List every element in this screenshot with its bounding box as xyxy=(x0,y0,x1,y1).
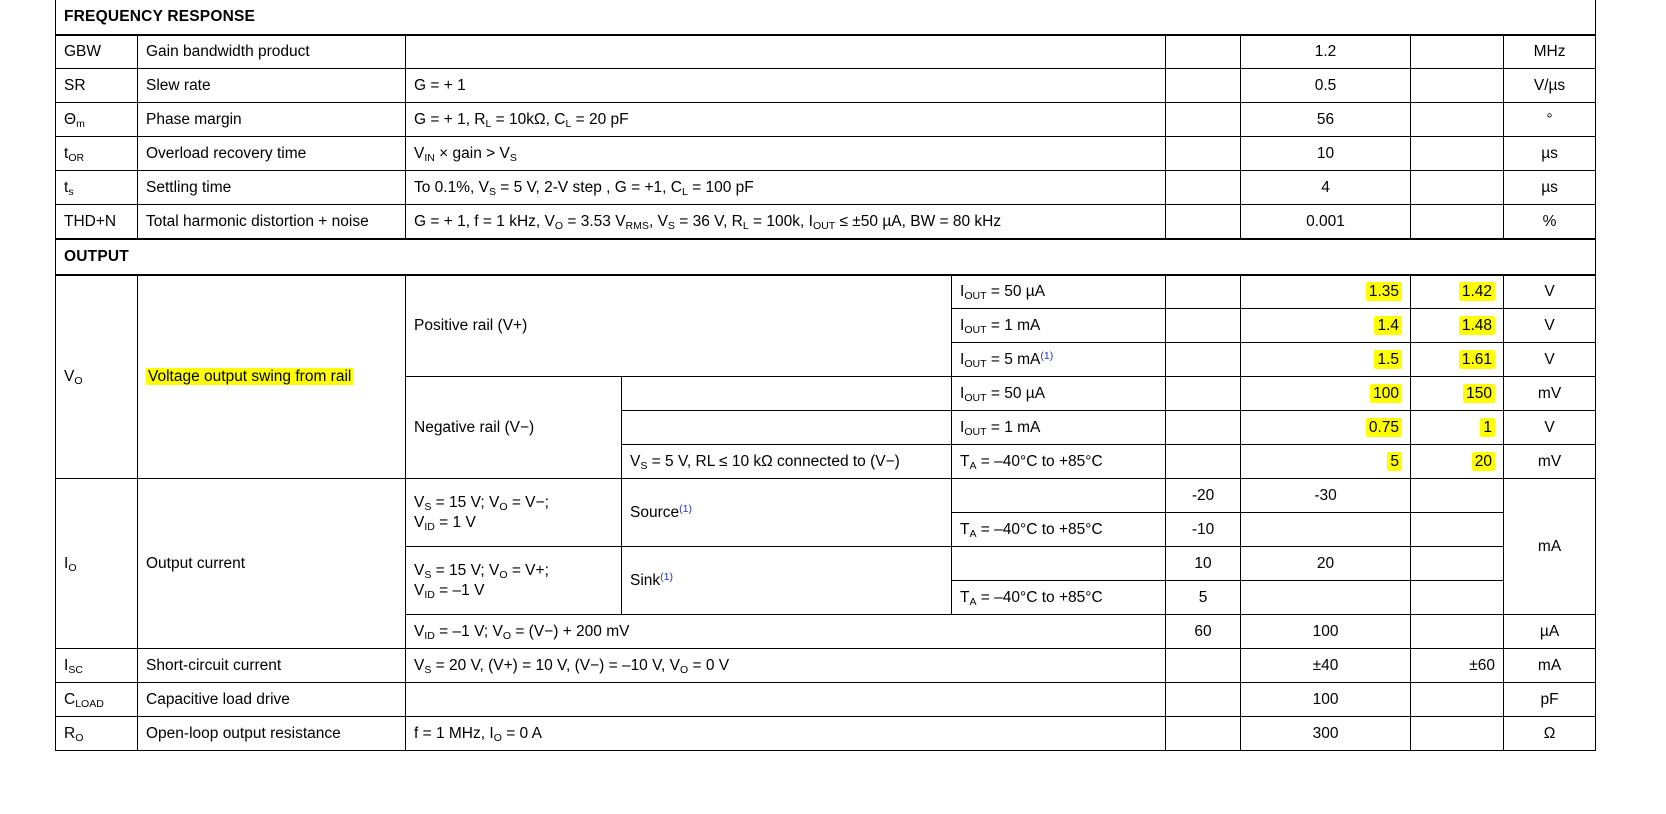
conditions-gbw xyxy=(406,35,1166,69)
min-vo-6 xyxy=(1166,445,1241,479)
min-io-extra: 60 xyxy=(1166,615,1241,649)
unit-vo-2: V xyxy=(1504,309,1596,343)
max-isc: ±60 xyxy=(1411,649,1504,683)
typ-isc: ±40 xyxy=(1241,649,1411,683)
symbol-isc: $I_{SC}$ xyxy=(56,649,138,683)
max-sr xyxy=(1411,69,1504,103)
conditions-thdn: G = + 1, f = 1 kHz, $V_O = 3.53$ $V_{RMS}$, $V_S = 36$ V, $R_L = 100k$, $I_{OUT} \le \pm 50$ µA, BW = 80 kHz xyxy=(406,205,1166,239)
max-io-sink-1 xyxy=(1411,547,1504,581)
min-cload xyxy=(1166,683,1241,717)
symbol-io: $I_O$ xyxy=(56,479,138,649)
table-row-vo-1 xyxy=(56,275,1596,309)
conditions-ro: f = 1 MHz, $I_O = 0$ A xyxy=(406,717,1166,751)
parameter-vo xyxy=(138,275,406,479)
table-row-settling-time xyxy=(56,171,1596,205)
condition-vo-6-right: $T_A = -40^\circ C$ to +85°C xyxy=(952,445,1166,479)
table-row-ro xyxy=(56,717,1596,751)
min-vo-2 xyxy=(1166,309,1241,343)
typ-sr: 0.5 xyxy=(1241,69,1411,103)
symbol-cload: $C_{LOAD}$ xyxy=(56,683,138,717)
condition-io-sink-supply: $V_S = 15$ V; $V_O = V+$; $V_{ID} = -1$ V xyxy=(406,547,622,615)
parameter-cload: Capacitive load drive xyxy=(138,683,406,717)
typ-gbw: 1.2 xyxy=(1241,35,1411,69)
table-row-io-source-1 xyxy=(56,479,1596,513)
table-row-thdn xyxy=(56,205,1596,239)
min-vo-3 xyxy=(1166,343,1241,377)
max-ro xyxy=(1411,717,1504,751)
conditions-cload xyxy=(406,683,1166,717)
conditions-settling-time: To 0.1%, $V_S = 5$ V, 2-V step , G = +1, $C_L = 100$ pF xyxy=(406,171,1166,205)
min-phase-margin xyxy=(1166,103,1241,137)
max-vo-6: 20 xyxy=(1411,445,1504,479)
condition-io-sink-mode: Sink$^{(1)}$ xyxy=(622,547,952,615)
unit-vo-4: mV xyxy=(1504,377,1596,411)
condition-io-source-supply: $V_S = 15$ V; $V_O = V-$; $V_{ID} = 1$ V xyxy=(406,479,622,547)
typ-vo-2: 1.4 xyxy=(1241,309,1411,343)
typ-ro: 300 xyxy=(1241,717,1411,751)
conditions-phase-margin: G = + 1, $R_L = 10k\Omega$, $C_L = 20$ pF xyxy=(406,103,1166,137)
section-header-frequency-response xyxy=(56,0,1596,35)
conditions-overload-recovery: $V_{IN}$ × gain > $V_S$ xyxy=(406,137,1166,171)
unit-vo-3: V xyxy=(1504,343,1596,377)
table-row-overload-recovery xyxy=(56,137,1596,171)
rail-positive-label: Positive rail (V+) xyxy=(406,275,952,377)
max-cload xyxy=(1411,683,1504,717)
symbol-settling-time: $t_s$ xyxy=(56,171,138,205)
unit-cload: pF xyxy=(1504,683,1596,717)
max-vo-3: 1.61 xyxy=(1411,343,1504,377)
unit-vo-1: V xyxy=(1504,275,1596,309)
table-row-cload xyxy=(56,683,1596,717)
parameter-sr: Slew rate xyxy=(138,69,406,103)
typ-cload: 100 xyxy=(1241,683,1411,717)
parameter-settling-time: Settling time xyxy=(138,171,406,205)
unit-ro: Ω xyxy=(1504,717,1596,751)
typ-io-source-2 xyxy=(1241,513,1411,547)
max-vo-2: 1.48 xyxy=(1411,309,1504,343)
max-thdn xyxy=(1411,205,1504,239)
electrical-characteristics-table xyxy=(55,0,1596,751)
typ-overload-recovery: 10 xyxy=(1241,137,1411,171)
typ-io-sink-1: 20 xyxy=(1241,547,1411,581)
typ-io-extra: 100 xyxy=(1241,615,1411,649)
condition-vo-4-blank xyxy=(622,377,952,411)
typ-vo-5: 0.75 xyxy=(1241,411,1411,445)
typ-vo-6: 5 xyxy=(1241,445,1411,479)
unit-overload-recovery: µs xyxy=(1504,137,1596,171)
condition-vo-3: $I_{OUT} = 5$ mA$^{(1)}$ xyxy=(952,343,1166,377)
section-header-output xyxy=(56,239,1596,275)
max-vo-4: 150 xyxy=(1411,377,1504,411)
max-io-sink-2 xyxy=(1411,581,1504,615)
parameter-thdn: Total harmonic distortion + noise xyxy=(138,205,406,239)
max-overload-recovery xyxy=(1411,137,1504,171)
unit-settling-time: µs xyxy=(1504,171,1596,205)
condition-vo-2: $I_{OUT} = 1$ mA xyxy=(952,309,1166,343)
unit-io-extra: µA xyxy=(1504,615,1596,649)
unit-vo-5: V xyxy=(1504,411,1596,445)
table-row-gbw xyxy=(56,35,1596,69)
min-io-sink-1: 10 xyxy=(1166,547,1241,581)
table-row-sr xyxy=(56,69,1596,103)
conditions-isc: $V_S = 20$ V, (V+) = 10 V, (V−) = –10 V, $V_O = 0$ V xyxy=(406,649,1166,683)
min-vo-4 xyxy=(1166,377,1241,411)
condition-vo-5-blank xyxy=(622,411,952,445)
max-vo-1: 1.42 xyxy=(1411,275,1504,309)
unit-sr: V/µs xyxy=(1504,69,1596,103)
min-io-source-2: -10 xyxy=(1166,513,1241,547)
symbol-overload-recovery: $t_{OR}$ xyxy=(56,137,138,171)
symbol-sr: SR xyxy=(56,69,138,103)
typ-thdn: 0.001 xyxy=(1241,205,1411,239)
min-isc xyxy=(1166,649,1241,683)
condition-io-source-mode: Source$^{(1)}$ xyxy=(622,479,952,547)
unit-vo-6: mV xyxy=(1504,445,1596,479)
max-io-source-1 xyxy=(1411,479,1504,513)
unit-thdn: % xyxy=(1504,205,1596,239)
footnote-marker: (1) xyxy=(1040,350,1054,363)
min-settling-time xyxy=(1166,171,1241,205)
parameter-vo-highlighted-text: Voltage output swing from rail xyxy=(148,368,352,386)
min-thdn xyxy=(1166,205,1241,239)
typ-settling-time: 4 xyxy=(1241,171,1411,205)
typ-vo-1: 1.35 xyxy=(1241,275,1411,309)
max-vo-5: 1 xyxy=(1411,411,1504,445)
min-sr xyxy=(1166,69,1241,103)
symbol-theta: Θ xyxy=(64,110,77,128)
unit-gbw: MHz xyxy=(1504,35,1596,69)
symbol-thdn: THD+N xyxy=(56,205,138,239)
typ-vo-3: 1.5 xyxy=(1241,343,1411,377)
typ-vo-4: 100 xyxy=(1241,377,1411,411)
rail-negative-label: Negative rail (V−) xyxy=(406,377,622,479)
typ-phase-margin: 56 xyxy=(1241,103,1411,137)
min-io-sink-2: 5 xyxy=(1166,581,1241,615)
section-title-output: OUTPUT xyxy=(56,239,1596,275)
typ-io-source-1: -30 xyxy=(1241,479,1411,513)
unit-phase-margin: ° xyxy=(1504,103,1596,137)
parameter-phase-margin: Phase margin xyxy=(138,103,406,137)
typ-io-sink-2 xyxy=(1241,581,1411,615)
symbol-phase-margin xyxy=(56,103,138,137)
condition-vo-6-left: $V_S = 5$ V, RL ≤ 10 kΩ connected to (V−) xyxy=(622,445,952,479)
symbol-ro: $R_O$ xyxy=(56,717,138,751)
min-vo-5 xyxy=(1166,411,1241,445)
max-io-extra xyxy=(1411,615,1504,649)
unit-isc: mA xyxy=(1504,649,1596,683)
min-vo-1 xyxy=(1166,275,1241,309)
min-gbw xyxy=(1166,35,1241,69)
parameter-io: Output current xyxy=(138,479,406,649)
section-title-frequency-response: FREQUENCY RESPONSE xyxy=(56,0,1596,35)
max-settling-time xyxy=(1411,171,1504,205)
unit-io: mA xyxy=(1504,479,1596,615)
symbol-vo: $V_O$ xyxy=(56,275,138,479)
parameter-ro: Open-loop output resistance xyxy=(138,717,406,751)
condition-io-sink-row2: $T_A = -40^\circ C$ to +85°C xyxy=(952,581,1166,615)
max-io-source-2 xyxy=(1411,513,1504,547)
condition-vo-5: $I_{OUT} = 1$ mA xyxy=(952,411,1166,445)
min-ro xyxy=(1166,717,1241,751)
symbol-gbw: GBW xyxy=(56,35,138,69)
condition-io-source-row1 xyxy=(952,479,1166,513)
table-row-phase-margin xyxy=(56,103,1596,137)
min-io-source-1: -20 xyxy=(1166,479,1241,513)
parameter-overload-recovery: Overload recovery time xyxy=(138,137,406,171)
condition-vo-1: $I_{OUT} = 50$ µA xyxy=(952,275,1166,309)
symbol-theta-subscript: m xyxy=(76,118,85,131)
condition-vo-4: $I_{OUT} = 50$ µA xyxy=(952,377,1166,411)
condition-io-source-row2: $T_A = -40^\circ C$ to +85°C xyxy=(952,513,1166,547)
footnote-marker: (1) xyxy=(660,571,674,584)
min-overload-recovery xyxy=(1166,137,1241,171)
conditions-sr: G = + 1 xyxy=(406,69,1166,103)
table-row-isc xyxy=(56,649,1596,683)
parameter-gbw: Gain bandwidth product xyxy=(138,35,406,69)
max-gbw xyxy=(1411,35,1504,69)
max-phase-margin xyxy=(1411,103,1504,137)
condition-io-sink-row1 xyxy=(952,547,1166,581)
condition-io-extra: $V_{ID} = -1$ V; $V_O = (V-) + 200$ mV xyxy=(406,615,1166,649)
footnote-marker: (1) xyxy=(679,503,692,516)
parameter-isc: Short-circuit current xyxy=(138,649,406,683)
